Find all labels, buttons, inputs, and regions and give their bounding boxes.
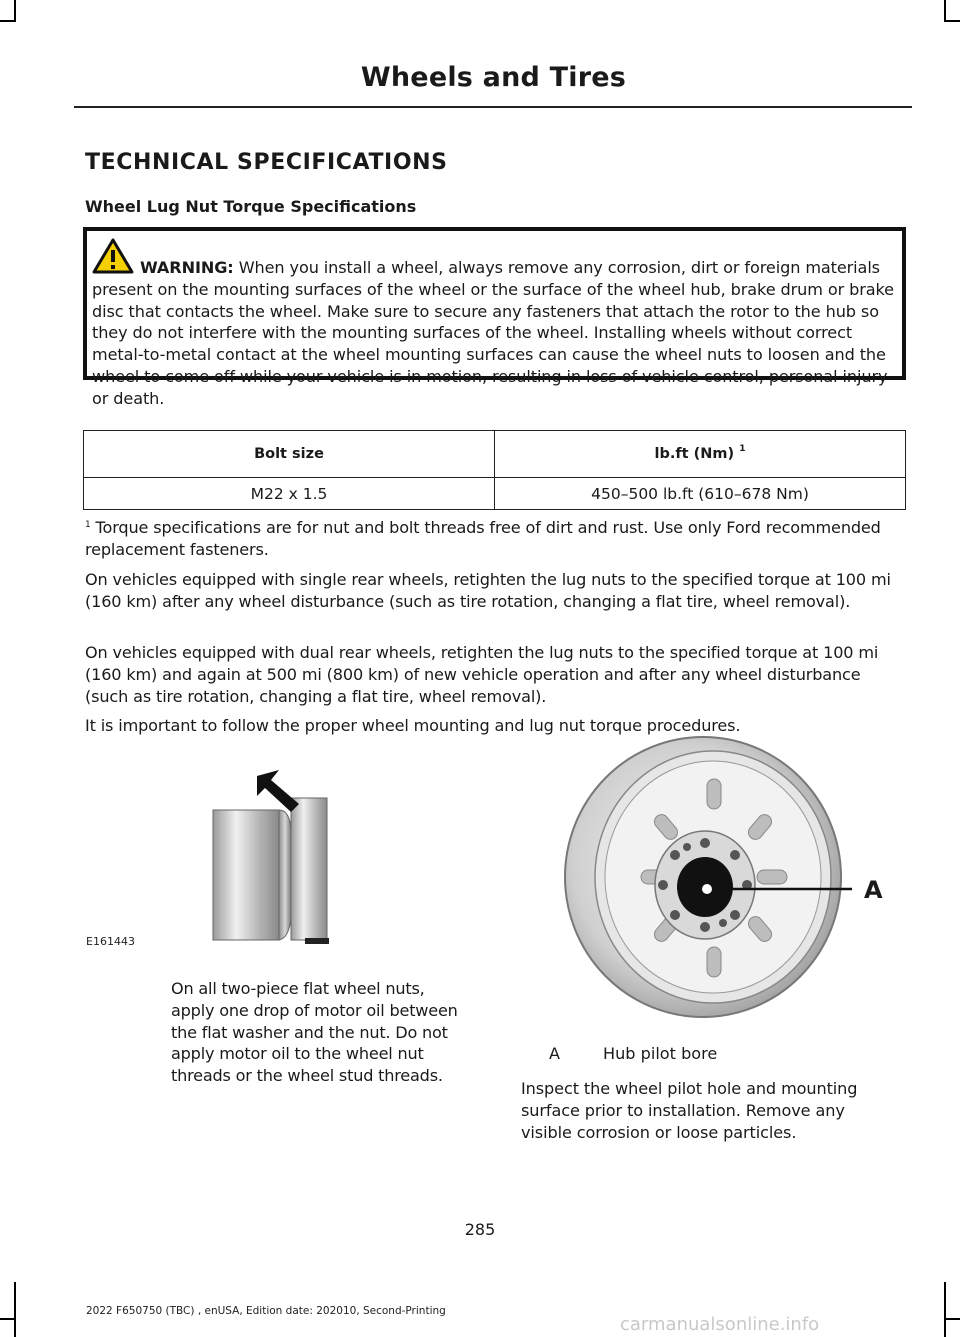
figure-code: E161443 <box>86 935 135 948</box>
footnote-text: Torque specifications are for nut and bolt threads free of dirt and rust. Use only Ford recommended replacement fasteners. <box>85 518 881 559</box>
table-cell-torque: 450–500 lb.ft (610–678 Nm) <box>495 478 906 510</box>
crop-mark <box>0 1318 16 1320</box>
footnote-ref: 1 <box>739 444 746 454</box>
footnote-mark: 1 <box>85 520 91 530</box>
page-header-title: Wheels and Tires <box>360 62 626 93</box>
wheel-nut-illustration <box>205 768 345 948</box>
table-header-torque-label: lb.ft (Nm) <box>654 446 735 462</box>
crop-mark <box>0 20 16 22</box>
footer-edition-text: 2022 F650750 (TBC) , enUSA, Edition date: 202010, Second-Printing <box>86 1305 446 1317</box>
torque-spec-table <box>83 430 906 510</box>
crop-mark <box>944 0 946 22</box>
table-header-torque <box>495 431 906 478</box>
warning-text <box>92 257 902 410</box>
crop-mark <box>14 0 16 22</box>
warning-body: When you install a wheel, always remove any corrosion, dirt or foreign materials present on the mounting surfaces of the wheel or the surface of the wheel hub, brake drum or brake disc that contacts the wheel. Make sure to secure any fasteners that attach the rotor to the hub so they do not interfere with the mounting surfaces of the wheel. Installing wheels without correct metal-to-metal contact at the wheel mounting surfaces can cause the wheel nuts to loosen and the wheel to come off while your vehicle is in motion, resulting in loss of vehicle control, personal injury or death. <box>92 258 894 408</box>
paragraph: On vehicles equipped with dual rear wheels, retighten the lug nuts to the specified torque at 100 mi (160 km) and again at 500 mi (800 km) of new vehicle operation and after any wheel disturbance (such as tire rotation, changing a flat tire, wheel removal). <box>85 643 879 706</box>
legend-value: Hub pilot bore <box>603 1044 718 1063</box>
section-title: TECHNICAL SPECIFICATIONS <box>85 150 448 175</box>
crop-mark <box>944 20 960 22</box>
paragraph: On vehicles equipped with single rear wheels, retighten the lug nuts to the specified torque at 100 mi (160 km) after any wheel disturbance (such as tire rotation, changing a flat tire, wheel removal). <box>85 570 891 611</box>
table-cell-bolt-size: M22 x 1.5 <box>84 478 495 510</box>
watermark: carmanualsonline.info <box>620 1314 820 1335</box>
crop-mark <box>14 1282 16 1337</box>
figure-callout-label: A <box>864 876 883 904</box>
page-number: 285 <box>464 1220 496 1239</box>
header-rule <box>74 106 912 108</box>
warning-label: WARNING: <box>140 258 234 277</box>
paragraph: It is important to follow the proper wheel mounting and lug nut torque procedures. <box>85 716 741 735</box>
table-header-row <box>84 431 906 478</box>
crop-mark <box>944 1318 960 1320</box>
figure-caption-right: Inspect the wheel pilot hole and mounting surface prior to installation. Remove any visible corrosion or loose particles. <box>521 1079 858 1142</box>
legend-key: A <box>549 1044 561 1063</box>
table-row <box>84 478 906 510</box>
subsection-title: Wheel Lug Nut Torque Specifications <box>85 197 417 216</box>
table-header-bolt-size: Bolt size <box>84 431 495 478</box>
wheel-hub-illustration <box>555 735 895 1025</box>
figure-caption-left: On all two-piece flat wheel nuts, apply one drop of motor oil between the flat washer and the nut. Do not apply motor oil to the wheel nut threads or the wheel stud threads. <box>171 979 458 1086</box>
footnote <box>85 517 907 561</box>
crop-mark <box>944 1282 946 1337</box>
